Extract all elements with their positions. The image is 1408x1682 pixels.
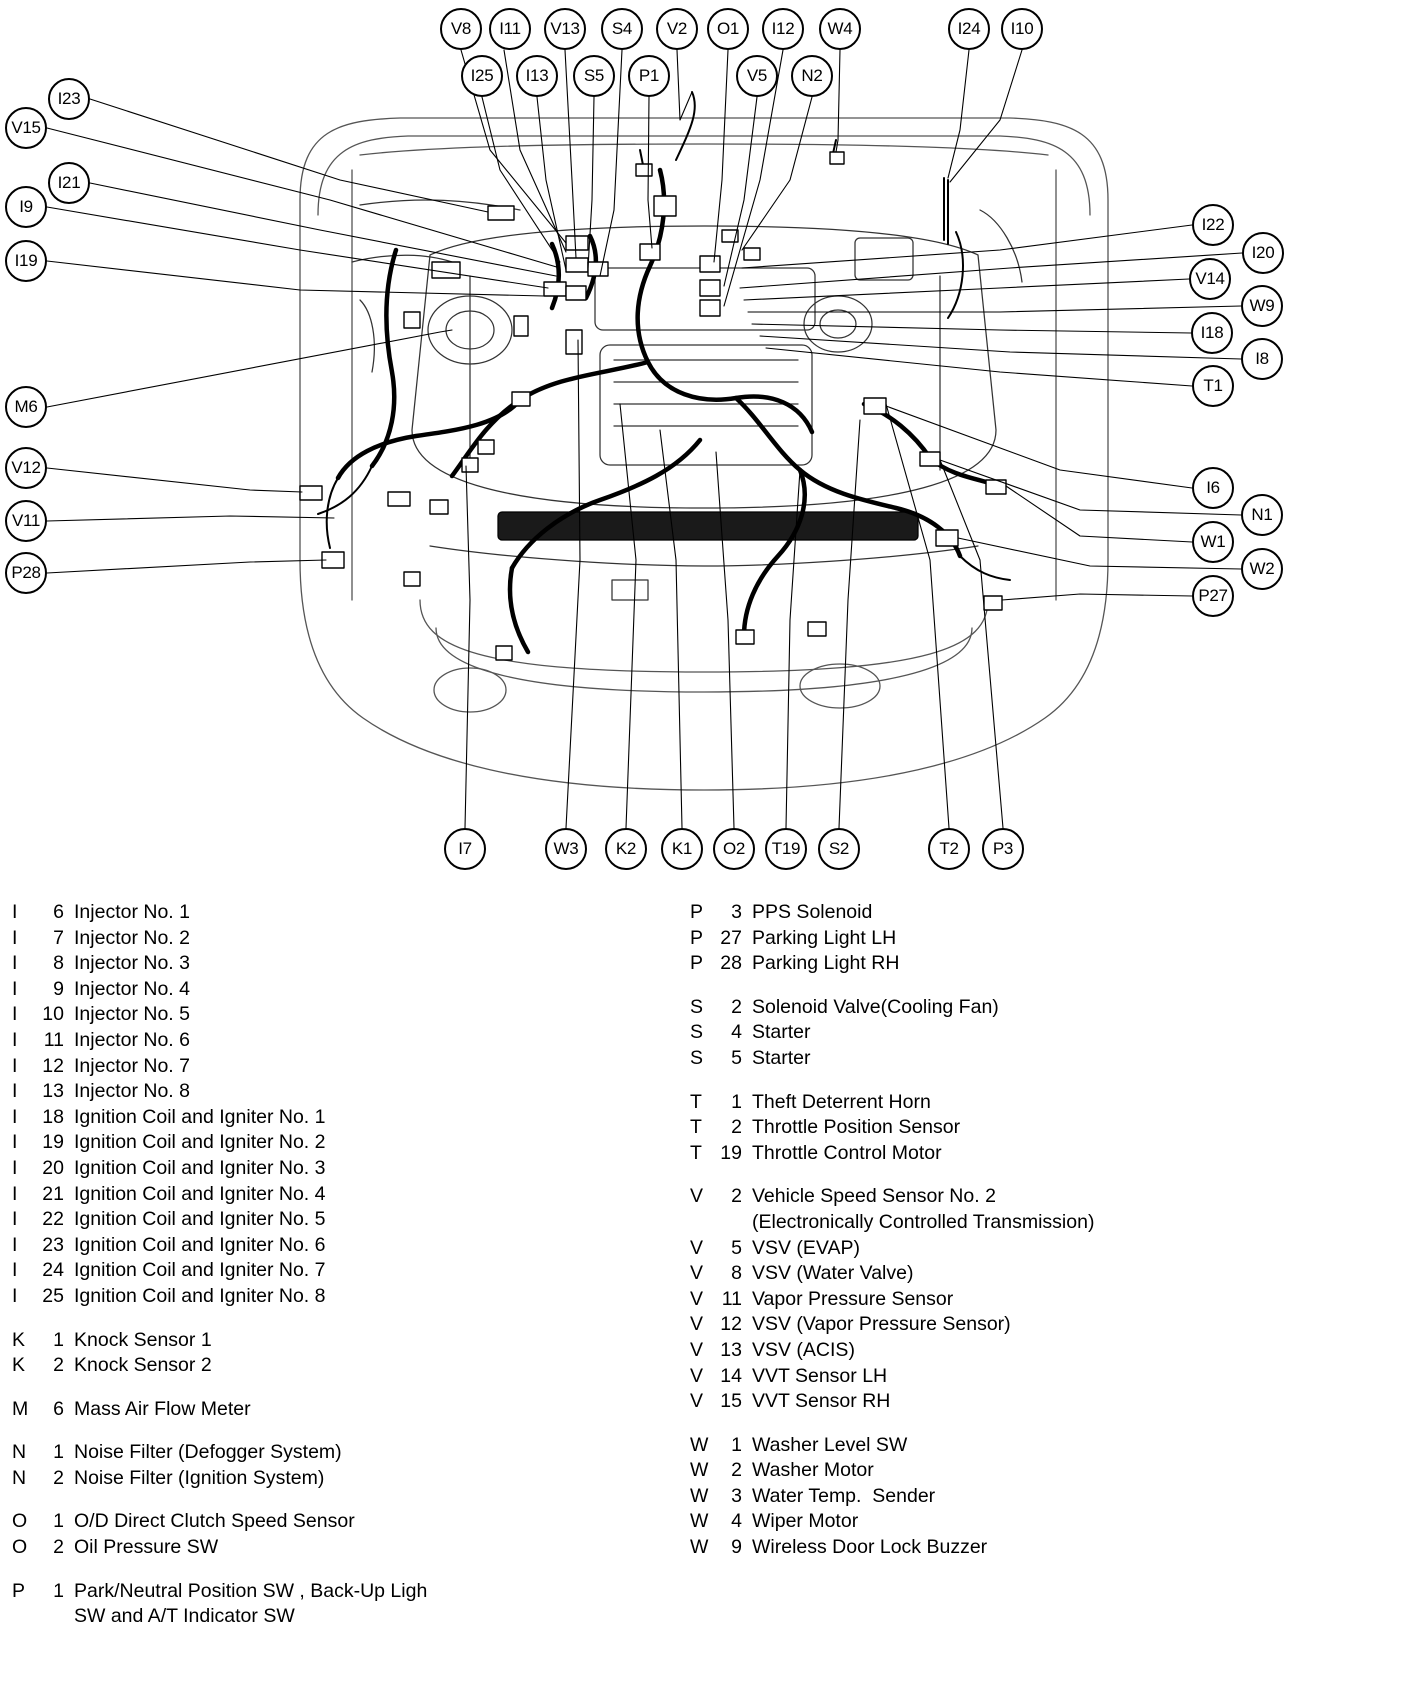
legend-code-letter: K: [12, 1328, 26, 1351]
legend-description: Injector No. 5: [74, 1003, 190, 1026]
legend-continuation: (Electronically Controlled Transmission): [752, 1210, 1095, 1233]
legend-code: [690, 1020, 752, 1046]
legend-spacer: [12, 1561, 672, 1579]
callout-v13[interactable]: V13: [544, 8, 586, 50]
legend-row: [12, 1079, 672, 1105]
legend-code: [690, 1312, 752, 1338]
legend-code: [12, 1535, 74, 1561]
legend-description: Oil Pressure SW: [74, 1536, 219, 1559]
legend-code: [12, 1105, 74, 1131]
legend-code-number: 11: [43, 1028, 64, 1051]
legend-code: [690, 1141, 752, 1167]
legend-code: [12, 1579, 74, 1605]
callout-p28[interactable]: P28: [5, 552, 47, 594]
legend-code: [690, 1046, 752, 1072]
legend-code-letter: P: [690, 952, 704, 975]
callout-n1[interactable]: N1: [1241, 494, 1283, 536]
legend-code-number: 7: [53, 926, 64, 949]
legend-spacer: [690, 1166, 1390, 1184]
legend-code-number: 19: [720, 1141, 742, 1164]
legend-code-letter: I: [12, 1131, 18, 1154]
legend-description: Ignition Coil and Igniter No. 8: [74, 1284, 326, 1307]
legend-code-letter: I: [12, 952, 18, 975]
legend-description: O/D Direct Clutch Speed Sensor: [74, 1510, 355, 1533]
legend-description: Injector No. 8: [74, 1080, 190, 1103]
legend-description: Throttle Control Motor: [752, 1141, 942, 1164]
legend-row: [12, 1579, 672, 1605]
legend-code: [12, 1328, 74, 1354]
legend-description: Theft Deterrent Horn: [752, 1090, 931, 1113]
callout-i23[interactable]: I23: [48, 78, 90, 120]
callout-t19[interactable]: T19: [765, 828, 807, 870]
legend-description: VVT Sensor LH: [752, 1364, 888, 1387]
legend-code-number: 28: [720, 952, 742, 975]
legend-row: [12, 1440, 672, 1466]
legend-code-letter: V: [690, 1262, 704, 1285]
legend-description: Parking Light LH: [752, 926, 897, 949]
legend-description: Ignition Coil and Igniter No. 2: [74, 1131, 326, 1154]
legend-code: [12, 1156, 74, 1182]
legend-code: [690, 1535, 752, 1561]
legend-code-number: 4: [731, 1021, 742, 1044]
legend-code: [12, 1258, 74, 1284]
legend-row: [12, 1535, 672, 1561]
legend-row: [690, 1338, 1390, 1364]
legend-code-letter: T: [690, 1116, 702, 1139]
legend-code-letter: N: [12, 1441, 27, 1464]
legend-row: [12, 1105, 672, 1131]
legend-row: [12, 951, 672, 977]
legend-row: [12, 1130, 672, 1156]
legend-code-letter: I: [12, 1054, 18, 1077]
legend-row: [690, 951, 1390, 977]
callout-i6[interactable]: I6: [1192, 467, 1234, 509]
legend-row: [690, 1020, 1390, 1046]
legend-description: VSV (EVAP): [752, 1236, 861, 1259]
legend-code-letter: I: [12, 1182, 18, 1205]
legend-row: [12, 977, 672, 1003]
callout-i21[interactable]: I21: [48, 162, 90, 204]
callout-w2[interactable]: W2: [1241, 548, 1283, 590]
legend-code-letter: S: [690, 995, 704, 1018]
legend-code-letter: I: [12, 1080, 18, 1103]
legend-row: [12, 1182, 672, 1208]
legend-code-number: 6: [53, 1397, 64, 1420]
legend-code-number: 4: [731, 1510, 742, 1533]
callout-i10[interactable]: I10: [1001, 8, 1043, 50]
legend-code-letter: P: [12, 1579, 26, 1602]
legend-spacer: [12, 1491, 672, 1509]
legend-code-letter: P: [690, 926, 704, 949]
legend-row: [690, 1509, 1390, 1535]
legend-code-number: 5: [731, 1046, 742, 1069]
legend-code-number: 20: [42, 1156, 64, 1179]
legend-code-letter: V: [690, 1364, 704, 1387]
legend-code-letter: I: [12, 1003, 18, 1026]
legend-spacer: [12, 1422, 672, 1440]
legend-code-letter: I: [12, 1284, 18, 1307]
legend-description: Throttle Position Sensor: [752, 1116, 961, 1139]
callout-i11[interactable]: I11: [489, 8, 531, 50]
legend-code: [690, 1236, 752, 1262]
legend-row: [690, 1535, 1390, 1561]
legend-code-letter: P: [690, 901, 704, 923]
callout-i18[interactable]: I18: [1191, 312, 1233, 354]
legend-description: Starter: [752, 1046, 811, 1069]
legend-description: Wireless Door Lock Buzzer: [752, 1536, 988, 1559]
legend-description: Park/Neutral Position SW , Back-Up Ligh: [74, 1579, 428, 1602]
legend-code-letter: I: [12, 926, 18, 949]
legend-code-number: 1: [731, 1433, 742, 1456]
legend-row: [690, 1433, 1390, 1459]
legend-spacer: [690, 1415, 1390, 1433]
legend-row: [12, 1328, 672, 1354]
legend-code-number: 2: [53, 1354, 64, 1377]
legend-row: [12, 1397, 672, 1423]
legend-code-letter: V: [690, 1185, 704, 1208]
legend-description: PPS Solenoid: [752, 901, 873, 923]
legend-row: [690, 926, 1390, 952]
legend-code: [12, 1182, 74, 1208]
legend-code-number: 13: [720, 1338, 742, 1361]
legend-code-number: 8: [53, 952, 64, 975]
legend-description: Vapor Pressure Sensor: [752, 1287, 954, 1310]
callout-i13[interactable]: I13: [516, 55, 558, 97]
legend-code-number: 18: [42, 1105, 64, 1128]
legend-code: [12, 1079, 74, 1105]
legend-code-letter: I: [12, 1208, 18, 1231]
legend-row: [690, 1236, 1390, 1262]
legend-code: [690, 995, 752, 1021]
legend-code-number: 21: [42, 1182, 64, 1205]
legend-code-letter: I: [12, 901, 18, 923]
legend-code: [690, 1261, 752, 1287]
legend-code-letter: I: [12, 1028, 18, 1051]
legend-row: [690, 900, 1390, 926]
legend-code-number: 2: [53, 1466, 64, 1489]
legend-code-number: 1: [53, 1579, 64, 1602]
legend-code-number: 11: [721, 1287, 742, 1310]
legend-code-letter: T: [690, 1141, 702, 1164]
callout-i22[interactable]: I22: [1192, 204, 1234, 246]
legend-code-number: 8: [731, 1262, 742, 1285]
legend-description: Injector No. 6: [74, 1028, 190, 1051]
legend-spacer: [12, 1310, 672, 1328]
legend-code: [12, 1440, 74, 1466]
legend-code: [690, 1338, 752, 1364]
callout-w9[interactable]: W9: [1241, 285, 1283, 327]
callout-i9[interactable]: I9: [5, 186, 47, 228]
legend-description: Solenoid Valve(Cooling Fan): [752, 995, 999, 1018]
legend-description: Knock Sensor 1: [74, 1328, 212, 1351]
legend-row: [12, 1353, 672, 1379]
legend-row: [690, 995, 1390, 1021]
legend-code-number: 14: [720, 1364, 742, 1387]
callout-i20[interactable]: I20: [1242, 232, 1284, 274]
legend-code-number: 12: [720, 1313, 742, 1336]
legend-code-letter: O: [12, 1536, 28, 1559]
legend-code-number: 15: [720, 1390, 742, 1413]
legend-code-letter: I: [12, 1259, 18, 1282]
legend-code-letter: I: [12, 1105, 18, 1128]
legend-row: [690, 1115, 1390, 1141]
legend-code-letter: S: [690, 1021, 704, 1044]
legend-code: [12, 1130, 74, 1156]
legend-code: [12, 926, 74, 952]
legend-code-number: 27: [720, 926, 742, 949]
legend-code-letter: V: [690, 1338, 704, 1361]
callout-i25[interactable]: I25: [461, 55, 503, 97]
legend-row: [12, 1207, 672, 1233]
legend-code-number: 12: [42, 1054, 64, 1077]
callout-n2[interactable]: N2: [791, 55, 833, 97]
legend-row: [690, 1184, 1390, 1210]
legend-description: Ignition Coil and Igniter No. 7: [74, 1259, 326, 1282]
legend-code-number: 1: [731, 1090, 742, 1113]
legend-code: [12, 977, 74, 1003]
legend-row: [12, 1509, 672, 1535]
legend-code: [690, 1509, 752, 1535]
callout-s2[interactable]: S2: [818, 828, 860, 870]
callout-k2[interactable]: K2: [605, 828, 647, 870]
legend-code-letter: V: [690, 1236, 704, 1259]
legend-code: [690, 1458, 752, 1484]
callout-o2[interactable]: O2: [713, 828, 755, 870]
legend-row: [690, 1046, 1390, 1072]
legend-code-letter: W: [690, 1433, 709, 1456]
legend-spacer: [690, 977, 1390, 995]
legend-code-letter: W: [690, 1484, 709, 1507]
legend-row: [690, 1090, 1390, 1116]
legend-row: [690, 1364, 1390, 1390]
callout-w4[interactable]: W4: [819, 8, 861, 50]
legend-row: [12, 1028, 672, 1054]
legend-spacer: [12, 1379, 672, 1397]
legend-description: Injector No. 3: [74, 952, 190, 975]
legend-code-number: 24: [42, 1259, 64, 1282]
legend-code: [690, 926, 752, 952]
legend-row: [690, 1261, 1390, 1287]
legend-description: VVT Sensor RH: [752, 1390, 891, 1413]
legend-code: [690, 900, 752, 926]
legend-code-letter: V: [690, 1313, 704, 1336]
callout-t1[interactable]: T1: [1192, 365, 1234, 407]
callout-v12[interactable]: V12: [5, 447, 47, 489]
legend-code-letter: N: [12, 1466, 27, 1489]
legend-description: Wiper Motor: [752, 1510, 859, 1533]
callout-p1[interactable]: P1: [628, 55, 670, 97]
legend-row: [12, 1284, 672, 1310]
legend-column-right: [690, 900, 1390, 1561]
legend-description: Ignition Coil and Igniter No. 4: [74, 1182, 326, 1205]
legend-code: [690, 1433, 752, 1459]
legend-code: [12, 1054, 74, 1080]
callout-w1[interactable]: W1: [1192, 521, 1234, 563]
legend-description: Ignition Coil and Igniter No. 3: [74, 1156, 326, 1179]
legend-description: Knock Sensor 2: [74, 1354, 212, 1377]
component-legend: [0, 900, 1408, 1682]
callout-w3[interactable]: W3: [545, 828, 587, 870]
legend-code: [12, 1028, 74, 1054]
legend-code-number: 22: [42, 1208, 64, 1231]
callout-m6[interactable]: M6: [5, 386, 47, 428]
legend-code-number: 5: [731, 1236, 742, 1259]
legend-code: [12, 1002, 74, 1028]
legend-description: Noise Filter (Ignition System): [74, 1466, 325, 1489]
legend-description: VSV (Vapor Pressure Sensor): [752, 1313, 1011, 1336]
legend-continuation: SW and A/T Indicator SW: [74, 1605, 295, 1628]
callout-v14[interactable]: V14: [1189, 258, 1231, 300]
callout-v8[interactable]: V8: [440, 8, 482, 50]
legend-code: [690, 1287, 752, 1313]
legend-code: [12, 951, 74, 977]
legend-code-letter: W: [690, 1536, 709, 1559]
callout-i7[interactable]: I7: [444, 828, 486, 870]
legend-description: Injector No. 1: [74, 901, 190, 923]
legend-row: [12, 900, 672, 926]
legend-code: [12, 1284, 74, 1310]
legend-code-number: 1: [53, 1441, 64, 1464]
legend-description: Ignition Coil and Igniter No. 5: [74, 1208, 326, 1231]
legend-description: Water Temp. Sender: [752, 1484, 936, 1507]
legend-code-number: 10: [42, 1003, 64, 1026]
legend-code-letter: I: [12, 1233, 18, 1256]
legend-description: Mass Air Flow Meter: [74, 1397, 251, 1420]
legend-description: Starter: [752, 1021, 811, 1044]
legend-code: [12, 1353, 74, 1379]
legend-row: [12, 1466, 672, 1492]
legend-code-number: 3: [731, 901, 742, 923]
legend-code-letter: W: [690, 1510, 709, 1533]
legend-code: [690, 1090, 752, 1116]
callout-v5[interactable]: V5: [736, 55, 778, 97]
legend-row: [690, 1484, 1390, 1510]
legend-code-number: 2: [731, 1459, 742, 1482]
legend-code-letter: V: [690, 1390, 704, 1413]
callout-v11[interactable]: V11: [5, 500, 47, 542]
callout-i8[interactable]: I8: [1241, 338, 1283, 380]
legend-description: Parking Light RH: [752, 952, 900, 975]
legend-description: Washer Level SW: [752, 1433, 908, 1456]
legend-code-number: 1: [53, 1510, 64, 1533]
legend-code-letter: K: [12, 1354, 26, 1377]
legend-code-letter: I: [12, 1156, 18, 1179]
callout-i19[interactable]: I19: [5, 240, 47, 282]
legend-code: [690, 951, 752, 977]
legend-code: [690, 1364, 752, 1390]
callout-s5[interactable]: S5: [573, 55, 615, 97]
legend-code-number: 23: [42, 1233, 64, 1256]
legend-description: Injector No. 7: [74, 1054, 190, 1077]
legend-description: Injector No. 4: [74, 977, 190, 1000]
legend-row: [12, 1054, 672, 1080]
legend-code-number: 1: [53, 1328, 64, 1351]
legend-row: [690, 1141, 1390, 1167]
legend-code-number: 13: [42, 1080, 64, 1103]
callout-p3[interactable]: P3: [982, 828, 1024, 870]
legend-code-number: 2: [731, 995, 742, 1018]
legend-description: Washer Motor: [752, 1459, 874, 1482]
callout-s4[interactable]: S4: [601, 8, 643, 50]
legend-code: [690, 1115, 752, 1141]
legend-code-number: 9: [731, 1536, 742, 1559]
legend-code-letter: T: [690, 1090, 702, 1113]
legend-description: Noise Filter (Defogger System): [74, 1441, 342, 1464]
callout-v15[interactable]: V15: [5, 107, 47, 149]
legend-row: [690, 1312, 1390, 1338]
callout-i24[interactable]: I24: [948, 8, 990, 50]
callout-p27[interactable]: P27: [1192, 575, 1234, 617]
legend-code: [12, 1397, 74, 1423]
legend-code: [690, 1184, 752, 1210]
callout-i12[interactable]: I12: [762, 8, 804, 50]
legend-description: Injector No. 2: [74, 926, 190, 949]
legend-code-number: 25: [42, 1284, 64, 1307]
legend-code-number: 2: [53, 1536, 64, 1559]
legend-row: [12, 1233, 672, 1259]
legend-code-number: 9: [53, 977, 64, 1000]
legend-description: Ignition Coil and Igniter No. 1: [74, 1105, 326, 1128]
legend-code-number: 3: [731, 1484, 742, 1507]
callout-v2[interactable]: V2: [656, 8, 698, 50]
legend-code-letter: M: [12, 1397, 29, 1420]
legend-row: [12, 1258, 672, 1284]
legend-column-left: [12, 900, 672, 1630]
legend-row: [690, 1458, 1390, 1484]
legend-row: [690, 1389, 1390, 1415]
legend-code-letter: O: [12, 1510, 28, 1533]
legend-code-letter: V: [690, 1287, 704, 1310]
legend-description: VSV (Water Valve): [752, 1262, 914, 1285]
legend-code: [690, 1389, 752, 1415]
legend-description: Vehicle Speed Sensor No. 2: [752, 1185, 996, 1208]
legend-code: [12, 1233, 74, 1259]
legend-code: [690, 1484, 752, 1510]
legend-description: VSV (ACIS): [752, 1338, 855, 1361]
legend-description: Ignition Coil and Igniter No. 6: [74, 1233, 326, 1256]
callout-o1[interactable]: O1: [707, 8, 749, 50]
legend-row: [12, 1156, 672, 1182]
legend-code: [12, 1207, 74, 1233]
legend-row: [690, 1287, 1390, 1313]
callout-k1[interactable]: K1: [661, 828, 703, 870]
legend-code-letter: S: [690, 1046, 704, 1069]
legend-code-number: 6: [53, 901, 64, 923]
legend-code: [12, 900, 74, 926]
callout-t2[interactable]: T2: [928, 828, 970, 870]
legend-row: [12, 1002, 672, 1028]
legend-spacer: [690, 1072, 1390, 1090]
legend-code-letter: I: [12, 977, 18, 1000]
legend-code: [12, 1509, 74, 1535]
legend-code-letter: W: [690, 1459, 709, 1482]
legend-code: [12, 1466, 74, 1492]
legend-code-number: 2: [731, 1185, 742, 1208]
legend-code-number: 2: [731, 1116, 742, 1139]
legend-row: [12, 926, 672, 952]
legend-code-number: 19: [42, 1131, 64, 1154]
